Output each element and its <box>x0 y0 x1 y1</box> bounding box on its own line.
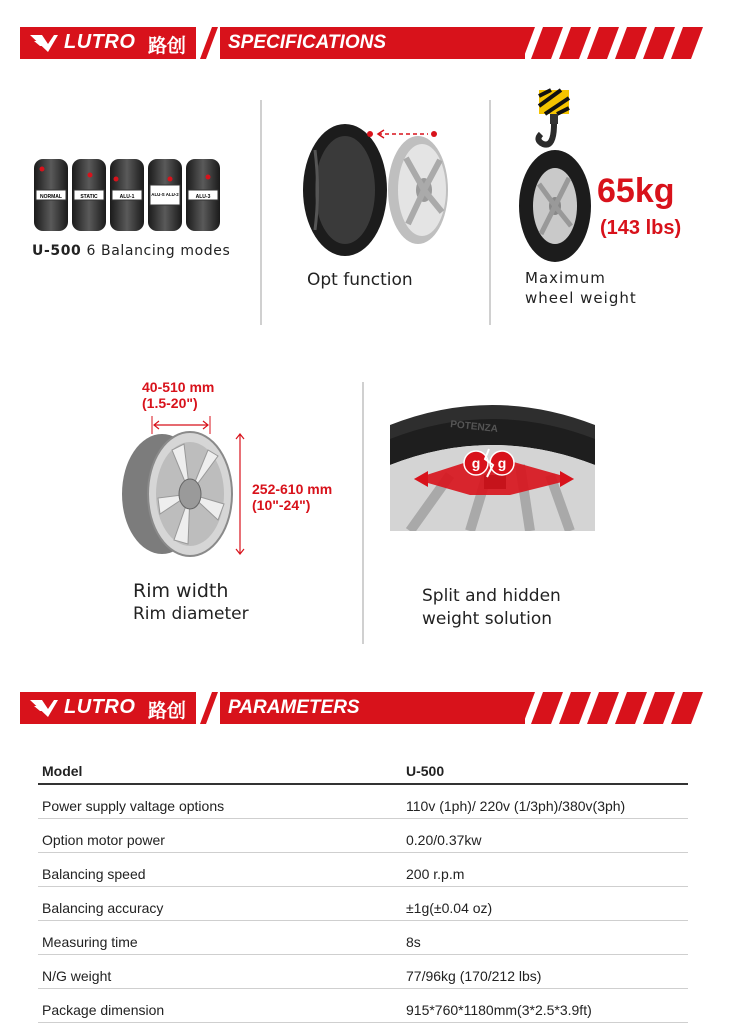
brand-name: LUTRO <box>64 696 136 718</box>
split-weight-label-line1: Split and hidden <box>422 586 561 606</box>
opt-function-label: Opt function <box>307 270 413 290</box>
max-weight-label-line2: wheel weight <box>525 289 637 307</box>
table-row <box>38 819 688 853</box>
max-weight-kg: 65kg <box>597 172 675 210</box>
table-row <box>38 955 688 989</box>
specifications-header <box>20 27 720 59</box>
svg-text:g: g <box>471 455 481 471</box>
rim-diameter-inch: (10"-24") <box>252 497 311 513</box>
mode-label: STATIC <box>80 194 98 200</box>
crane-hook-wheel-illustration <box>515 88 595 263</box>
mode-label: ALU-S ALU-2 <box>151 192 179 197</box>
rim-width-inch: (1.5-20") <box>142 395 198 411</box>
table-row <box>38 921 688 955</box>
param-value: 915*760*1180mm(3*2.5*3.9ft) <box>402 989 688 1023</box>
opt-function-illustration <box>300 120 460 260</box>
max-weight-lbs: (143 lbs) <box>600 217 682 239</box>
table-header-cell: U-500 <box>402 750 688 784</box>
param-value: ±1g(±0.04 oz) <box>402 887 688 921</box>
rim-width-mm: 40-510 mm <box>142 379 215 395</box>
table-header-cell: Model <box>38 750 402 784</box>
rim-diameter-label: Rim diameter <box>133 604 249 624</box>
param-value: 8s <box>402 921 688 955</box>
header-divider <box>198 27 218 59</box>
rim-illustration <box>110 412 250 562</box>
param-name: N/G weight <box>38 955 402 989</box>
parameters-table <box>38 750 688 1023</box>
parameters-header <box>20 692 720 724</box>
header-divider <box>198 692 218 724</box>
header-stripes <box>525 27 725 59</box>
divider-line <box>489 100 491 325</box>
svg-text:g: g <box>497 455 507 471</box>
param-name: Balancing accuracy <box>38 887 402 921</box>
specifications-title: SPECIFICATIONS <box>228 32 386 53</box>
specifications-title-bar <box>220 27 525 59</box>
split-weight-illustration <box>390 405 595 531</box>
balancing-modes-caption <box>32 243 230 259</box>
divider-line <box>362 382 364 644</box>
mode-label: ALU-1 <box>119 194 135 200</box>
mode-label: NORMAL <box>40 194 62 200</box>
table-row <box>38 989 688 1023</box>
brand-logo <box>20 27 196 59</box>
brand-name-cn: 路创 <box>148 35 187 57</box>
mode-label: ALU-3 <box>195 194 211 200</box>
header-stripes <box>525 692 725 724</box>
rim-diameter-mm: 252-610 mm <box>252 481 333 497</box>
rim-width-label: Rim width <box>133 580 229 602</box>
max-weight-label-line1: Maximum <box>525 269 606 287</box>
table-row <box>38 853 688 887</box>
param-name: Package dimension <box>38 989 402 1023</box>
table-row <box>38 887 688 921</box>
split-weight-label-line2: weight solution <box>422 609 553 629</box>
parameters-title: PARAMETERS <box>228 697 360 718</box>
model-name: U-500 <box>32 243 82 259</box>
balancing-modes-illustration <box>30 155 230 235</box>
divider-line <box>260 100 262 325</box>
table-header-row <box>38 750 688 784</box>
param-name: Measuring time <box>38 921 402 955</box>
brand-name-cn: 路创 <box>148 700 187 722</box>
table-row <box>38 784 688 819</box>
balancing-modes-label: 6 Balancing modes <box>86 243 231 259</box>
brand-logo <box>20 692 196 724</box>
param-value: 110v (1ph)/ 220v (1/3ph)/380v(3ph) <box>402 784 688 819</box>
param-name: Power supply valtage options <box>38 784 402 819</box>
param-value: 0.20/0.37kw <box>402 819 688 853</box>
brand-mark-icon <box>28 32 60 54</box>
brand-mark-icon <box>28 697 60 719</box>
param-value: 77/96kg (170/212 lbs) <box>402 955 688 989</box>
parameters-title-bar <box>220 692 525 724</box>
param-name: Option motor power <box>38 819 402 853</box>
param-value: 200 r.p.m <box>402 853 688 887</box>
param-name: Balancing speed <box>38 853 402 887</box>
brand-name: LUTRO <box>64 31 136 53</box>
tire-brand-text: POTENZA <box>449 419 499 435</box>
